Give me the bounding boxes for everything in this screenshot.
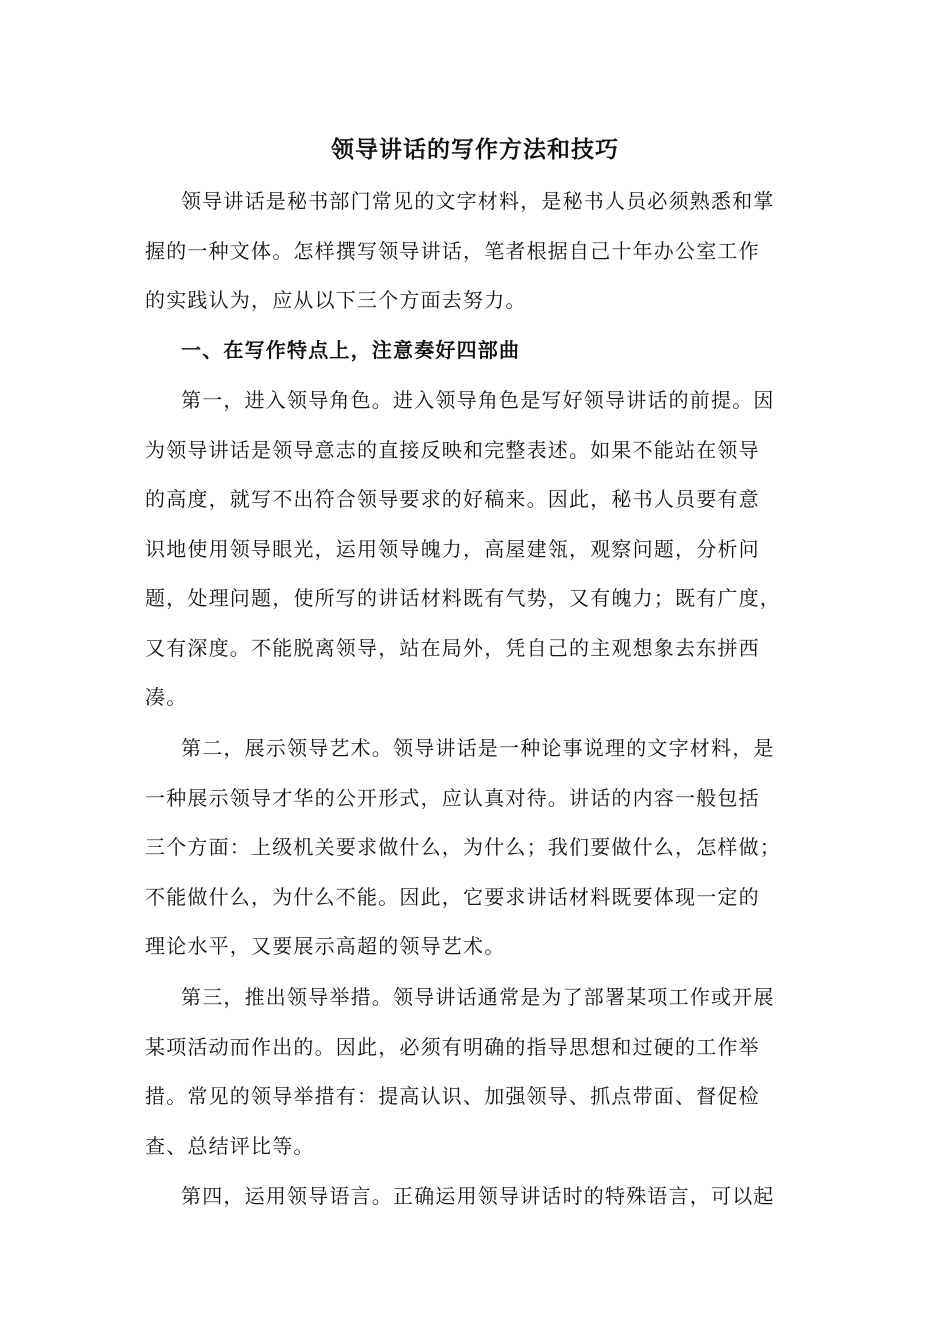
section-heading — [145, 326, 805, 376]
text-line: 理论水平，又要展示高超的领导艺术。 — [145, 934, 506, 958]
text-line: 识地使用领导眼光，运用领导魄力，高屋建瓴，观察问题，分析问 — [145, 536, 760, 561]
text-line: 领导讲话是秘书部门常见的文字材料，是秘书人员必须熟悉和掌 — [181, 189, 775, 213]
text-line: 第四，运用领导语言。正确运用领导讲话时的特殊语言，可以起 — [181, 1184, 775, 1208]
text-line: 第二，展示领导艺术。领导讲话是一种论事说理的文字材料，是 — [181, 736, 775, 760]
text-line: 某项活动而作出的。因此，必须有明确的指导思想和过硬的工作举 — [145, 1034, 760, 1059]
text-line: 第三，推出领导举措。领导讲话通常是为了部署某项工作或开展 — [181, 985, 775, 1009]
text-line: 三个方面：上级机关要求做什么，为什么；我们要做什么，怎样做； — [145, 835, 781, 859]
text-line: 第一，进入领导角色。进入领导角色是写好领导讲话的前提。因 — [181, 388, 775, 412]
text-line: 措。常见的领导举措有：提高认识、加强领导、抓点带面、督促检 — [145, 1084, 760, 1108]
paragraph-2 — [145, 724, 805, 972]
document-title: 领导讲话的写作方法和技巧 — [331, 136, 619, 163]
text-line: 又有深度。不能脱离领导，站在局外，凭自己的主观想象去东拼西 — [145, 635, 760, 660]
text-line: 题，处理问题，使所写的讲话材料既有气势，又有魄力；既有广度， — [145, 586, 781, 610]
text-line: 一种展示领导才华的公开形式，应认真对待。讲话的内容一般包括 — [145, 785, 760, 810]
text-line: 的高度，就写不出符合领导要求的好稿来。因此，秘书人员要有意 — [145, 487, 760, 511]
text-line: 的实践认为，应从以下三个方面去努力。 — [145, 288, 527, 312]
text-line: 为领导讲话是领导意志的直接反映和完整表述。如果不能站在领导 — [145, 437, 760, 462]
text-line: 凑。 — [145, 685, 188, 709]
text-line: 不能做什么，为什么不能。因此，它要求讲话材料既要体现一定的 — [145, 884, 760, 909]
text-line: 查、总结评比等。 — [145, 1133, 315, 1158]
section-heading-text: 一、在写作特点上，注意奏好四部曲 — [181, 338, 521, 362]
intro-paragraph — [145, 177, 805, 326]
paragraph-4 — [145, 1172, 805, 1222]
paragraph-3 — [145, 973, 805, 1171]
paragraph-1 — [145, 376, 805, 723]
text-line: 握的一种文体。怎样撰写领导讲话，笔者根据自己十年办公室工作 — [145, 238, 760, 263]
